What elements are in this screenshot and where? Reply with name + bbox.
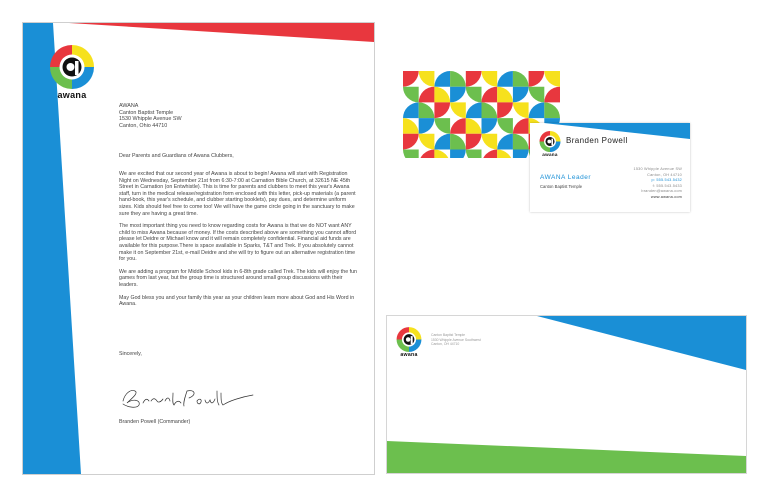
- pattern-tile: [513, 134, 529, 150]
- envelope-green-band: [387, 441, 746, 473]
- pattern-tile: [544, 102, 560, 118]
- card-address-line: Canton, OH 44710: [647, 172, 682, 177]
- pattern-tile: [419, 71, 435, 87]
- pattern-tile: [466, 71, 482, 87]
- letter-paragraph: We are excited that our second year of Awana is about to begin! Awana will start with Registration Night on Wednesday, September 21st from 6:30-7:00 at Carnation Bible Church, at 32615 NE 45th Street in Carnation (on Entwhistle). This is time for parents and clubbers to meet this year's Awana staff, turn in the medical release/registration form enclosed with this letter, pick-up materials (a parent hand-book, this year's schedule, and clubber starting booklets), pay dues, and determine uniform sizes. Kids should feel free to come too! We will have the game circle going in the sanctuary to make sure they are having a great time.: [119, 171, 356, 217]
- envelope-return-address: [431, 333, 481, 347]
- pattern-tile: [466, 118, 482, 134]
- pattern-tile: [450, 71, 466, 87]
- awana-logo: [49, 45, 95, 100]
- pattern-tile: [450, 134, 466, 150]
- card-fax: f: 555.543.5433: [652, 183, 682, 188]
- pattern-tile: [434, 118, 450, 134]
- logo-wordmark: awana: [400, 352, 418, 358]
- return-address-line: Canton Baptist Temple: [431, 333, 466, 337]
- pattern-tile: [419, 87, 435, 103]
- pattern-tile: [403, 150, 419, 159]
- red-corner-band: [69, 23, 374, 42]
- logo-wordmark: awana: [542, 152, 558, 157]
- pattern-tile: [403, 87, 419, 103]
- pattern-tile: [482, 87, 498, 103]
- awana-logo-mark: [396, 327, 422, 352]
- pattern-tile: [513, 71, 529, 87]
- pattern-tile: [419, 134, 435, 150]
- pattern-tile: [497, 87, 513, 103]
- pattern-tile: [529, 102, 545, 118]
- envelope-blue-band: [537, 316, 746, 370]
- pattern-tile: [403, 118, 419, 134]
- pattern-tile: [403, 71, 419, 87]
- pattern-tile: [466, 102, 482, 118]
- pattern-tile: [529, 71, 545, 87]
- pattern-tile: [419, 102, 435, 118]
- letter-closing: Sincerely,: [119, 351, 142, 357]
- pattern-tile: [434, 71, 450, 87]
- pattern-tile: [466, 150, 482, 159]
- pattern-tile: [450, 102, 466, 118]
- card-website: www.awana.com: [650, 194, 682, 199]
- letter-salutation: Dear Parents and Guardians of Awana Clubbers,: [119, 153, 234, 159]
- pattern-tile: [513, 150, 529, 159]
- pattern-tile: [403, 134, 419, 150]
- pattern-tile: [482, 134, 498, 150]
- pattern-tile: [419, 118, 435, 134]
- pattern-tile: [497, 118, 513, 134]
- return-address-line: Canton, OH 44710: [431, 342, 460, 347]
- address-line: AWANA: [119, 103, 139, 109]
- pattern-tile: [497, 71, 513, 87]
- pattern-tile: [482, 71, 498, 87]
- return-address-line: 1530 Whipple Avenue Southwest: [431, 337, 481, 342]
- pattern-tile: [434, 87, 450, 103]
- card-phone: p: 555.543.5432: [651, 178, 682, 183]
- pattern-tile: [434, 150, 450, 159]
- envelope-logo: [396, 327, 422, 358]
- pattern-tile: [513, 118, 529, 134]
- pattern-tile: [497, 150, 513, 159]
- card-name: Branden Powell: [566, 136, 628, 145]
- handwritten-signature: [117, 385, 257, 411]
- awana-logo-mark: [49, 45, 95, 89]
- logo-wordmark: awana: [57, 90, 87, 100]
- letterhead-sheet: [22, 22, 375, 475]
- address-line: 1530 Whipple Avenue SW: [119, 116, 182, 123]
- letter-paragraph: May God bless you and your family this year as your children learn more about God and His Word in Awana.: [119, 294, 355, 308]
- card-email: branden@awana.com: [641, 189, 682, 194]
- pattern-tile: [450, 87, 466, 103]
- letter-address-block: [119, 103, 182, 129]
- pattern-tile: [466, 134, 482, 150]
- letter-body: [119, 171, 357, 314]
- pattern-tile: [482, 102, 498, 118]
- pattern-tile: [450, 118, 466, 134]
- pattern-tile: [497, 134, 513, 150]
- pattern-tile: [513, 102, 529, 118]
- pattern-tile: [482, 150, 498, 159]
- awana-logo-mark: [539, 131, 561, 152]
- pattern-tile: [434, 134, 450, 150]
- pattern-tile: [419, 150, 435, 159]
- pattern-tile: [403, 102, 419, 118]
- address-line: Canton, Ohio 44710: [119, 122, 168, 129]
- letter-paragraph: The most important thing you need to know regarding costs for Awana is that we do NOT want ANY child to miss Awana because of money. If the costs described above are something you cannot afford please let Deidre or Michael know and it will remain completely confidential. Financial aid funds are available for this purpose.There is space available in Sparks, T&T and Trek. If you absolutely cannot make it on September 21st, e-mail Deidre and she will try to figure out an alternative registration time for you.: [119, 223, 357, 263]
- card-logo: [539, 131, 561, 157]
- pattern-tile: [544, 71, 560, 87]
- pattern-tile: [497, 102, 513, 118]
- pattern-tile: [544, 87, 560, 103]
- letter-paragraph: We are adding a program for Middle School kids in 6-8th grade called Trek. The kids will enjoy the fun games from last year, but the group time is structured around small group discussions with their leaders.: [119, 268, 357, 288]
- envelope: [386, 315, 747, 474]
- card-contact-block: [634, 167, 682, 201]
- card-address-line: 1530 Whipple Avenue SW: [633, 167, 682, 171]
- business-card-front: [530, 123, 690, 212]
- card-organization: Canton Baptist Temple: [540, 184, 583, 189]
- pattern-tile: [466, 87, 482, 103]
- pattern-tile: [450, 150, 466, 159]
- address-line: Canton Baptist Temple: [119, 109, 174, 116]
- card-role: AWANA Leader: [540, 174, 592, 181]
- pattern-tile: [434, 102, 450, 118]
- pattern-tile: [513, 87, 529, 103]
- pattern-tile: [482, 118, 498, 134]
- pattern-tile: [529, 87, 545, 103]
- signature-name: Branden Powell (Commander): [119, 419, 191, 425]
